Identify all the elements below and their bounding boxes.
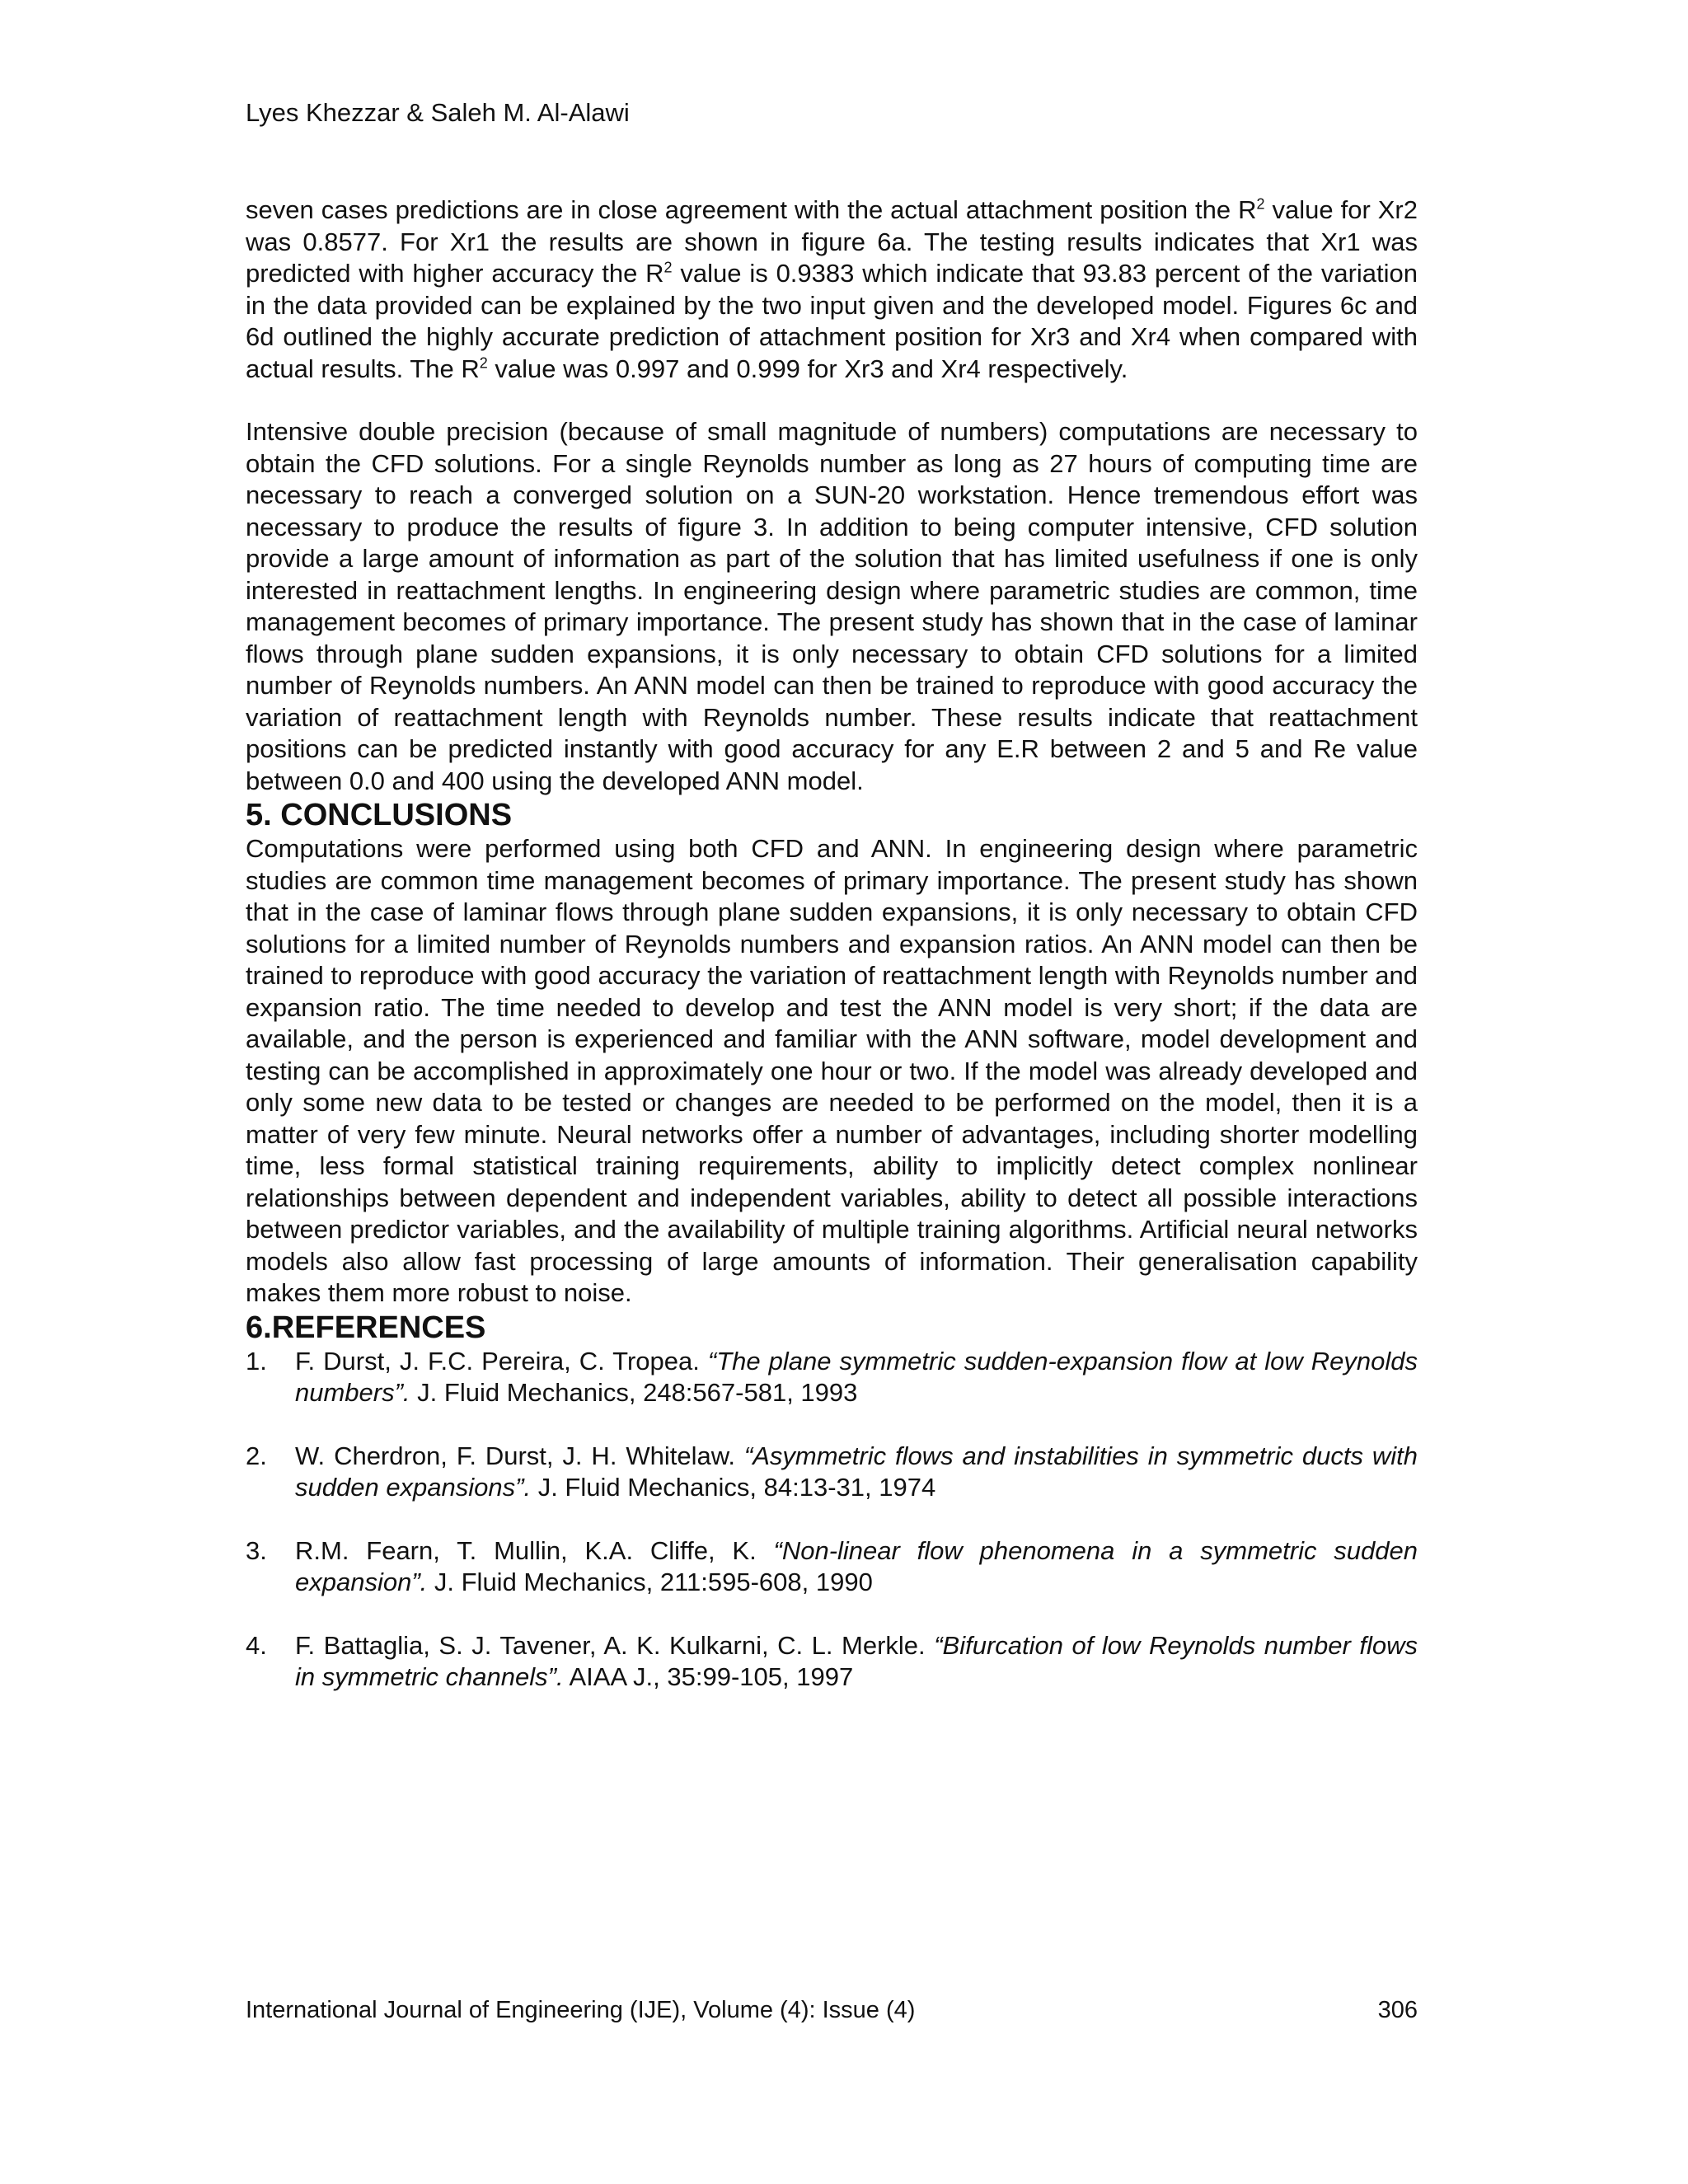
reference-number: 2. — [246, 1441, 267, 1470]
footer-journal: International Journal of Engineering (IJE), Volume (4): Issue (4) — [246, 1997, 916, 2023]
conclusions-text: Computations were performed using both CFD and ANN. In engineering design where parametric studies are common time management becomes of primary importance. The present study has shown that in the case of laminar flows through plane sudden expansions, it is only necessary to obtain CFD solutions for a limited number of Reynolds numbers and expansion ratios. An ANN model can then be trained to reproduce with good accuracy the variation of reattachment length with Reynolds number and expansion ratio. The time needed to develop and test the ANN model is very short; if the data are available, and the person is experienced and familiar with the ANN software, model development and testing can be accomplished in approximately one hour or two. If the model was already developed and only some new data to be tested or changes are needed to be performed on the model, then it is a matter of very few minute. Neural networks offer a number of advantages, including shorter modelling time, less formal statistical training requirements, ability to implicitly detect complex nonlinear relationships between dependent and independent variables, ability to detect all possible interactions between predictor variables, and the availability of multiple training algorithms. Artificial neural networks models also allow fast processing of large amounts of information. Their generalisation capability makes them more robust to noise. — [246, 834, 1418, 1307]
reference-source: J. Fluid Mechanics, 248:567-581, 1993 — [410, 1378, 858, 1407]
reference-item — [246, 1346, 1418, 1409]
superscript-2: 2 — [1256, 195, 1265, 213]
reference-title: “The plane symmetric sudden-expansion flow at low Reynolds numbers”. — [295, 1346, 1418, 1407]
page-number: 306 — [1377, 1997, 1418, 2023]
paragraph-results-part-1: seven cases predictions are in close agreement with the actual attachment position the R — [246, 195, 1257, 224]
running-head: Lyes Khezzar & Saleh M. Al-Alawi — [246, 98, 630, 127]
reference-source: AIAA J., 35:99-105, 1997 — [563, 1662, 854, 1691]
paragraph-cfd: Intensive double precision (because of small magnitude of numbers) computations are necessary to obtain the CFD solutions. For a single Reynolds number as long as 27 hours of computing time are necessary to reach a converged solution on a SUN-20 workstation. Hence tremendous effort was necessary to produce the results of figure 3. In addition to being computer intensive, CFD solution provide a large amount of information as part of the solution that has limited usefulness if one is only interested in reattachment lengths. In engineering design where parametric studies are common, time management becomes of primary importance. The present study has shown that in the case of laminar flows through plane sudden expansions, it is only necessary to obtain CFD solutions for a limited number of Reynolds numbers. An ANN model can then be trained to reproduce with good accuracy the variation of reattachment length with Reynolds number. These results indicate that reattachment positions can be predicted instantly with good accuracy for any E.R between 2 and 5 and Re value between 0.0 and 400 using the developed ANN model. — [246, 417, 1418, 795]
reference-source: J. Fluid Mechanics, 211:595-608, 1990 — [427, 1568, 873, 1596]
superscript-2: 2 — [479, 354, 488, 372]
body-text — [246, 194, 1418, 1725]
reference-source: J. Fluid Mechanics, 84:13-31, 1974 — [531, 1473, 936, 1502]
reference-authors: F. Durst, J. F.C. Pereira, C. Tropea. — [295, 1346, 708, 1376]
reference-authors: F. Battaglia, S. J. Tavener, A. K. Kulkarni, C. L. Merkle. — [295, 1630, 935, 1660]
reference-list — [246, 1346, 1418, 1694]
reference-item — [246, 1535, 1418, 1599]
reference-title: “Non-linear flow phenomena in a symmetric sudden expansion”. — [295, 1535, 1418, 1596]
reference-number: 1. — [246, 1346, 267, 1376]
reference-number: 3. — [246, 1535, 267, 1565]
paragraph-results — [246, 194, 1418, 385]
reference-title: “Asymmetric flows and instabilities in symmetric ducts with sudden expansions”. — [295, 1441, 1418, 1502]
paragraph-results-part-4: value was 0.997 and 0.999 for Xr3 and Xr4 respectively. — [487, 354, 1128, 383]
reference-authors: W. Cherdron, F. Durst, J. H. Whitelaw. — [295, 1441, 744, 1470]
paragraph-results-part-3: value is 0.9383 which indicate that 93.83 percent of the variation in the data provided can be explained by the two input given and the developed model. Figures 6c and 6d outlined the highly accurate prediction of attachment position for Xr3 and Xr4 when compared with actual results. The R — [246, 259, 1418, 383]
reference-authors: R.M. Fearn, T. Mullin, K.A. Cliffe, K. — [295, 1535, 774, 1565]
reference-item — [246, 1630, 1418, 1694]
reference-number: 4. — [246, 1630, 267, 1660]
superscript-2: 2 — [663, 259, 673, 276]
paper-page — [246, 0, 1418, 2184]
paragraph-results-part-2: value for Xr2 was 0.8577. For Xr1 the results are shown in figure 6a. The testing results indicates that Xr1 was predicted with higher accuracy the R — [246, 195, 1418, 288]
references-heading: 6.REFERENCES — [246, 1310, 486, 1345]
reference-item — [246, 1441, 1418, 1504]
conclusions-heading: 5. CONCLUSIONS — [246, 798, 513, 832]
reference-title: “Bifurcation of low Reynolds number flows in symmetric channels”. — [295, 1630, 1418, 1691]
